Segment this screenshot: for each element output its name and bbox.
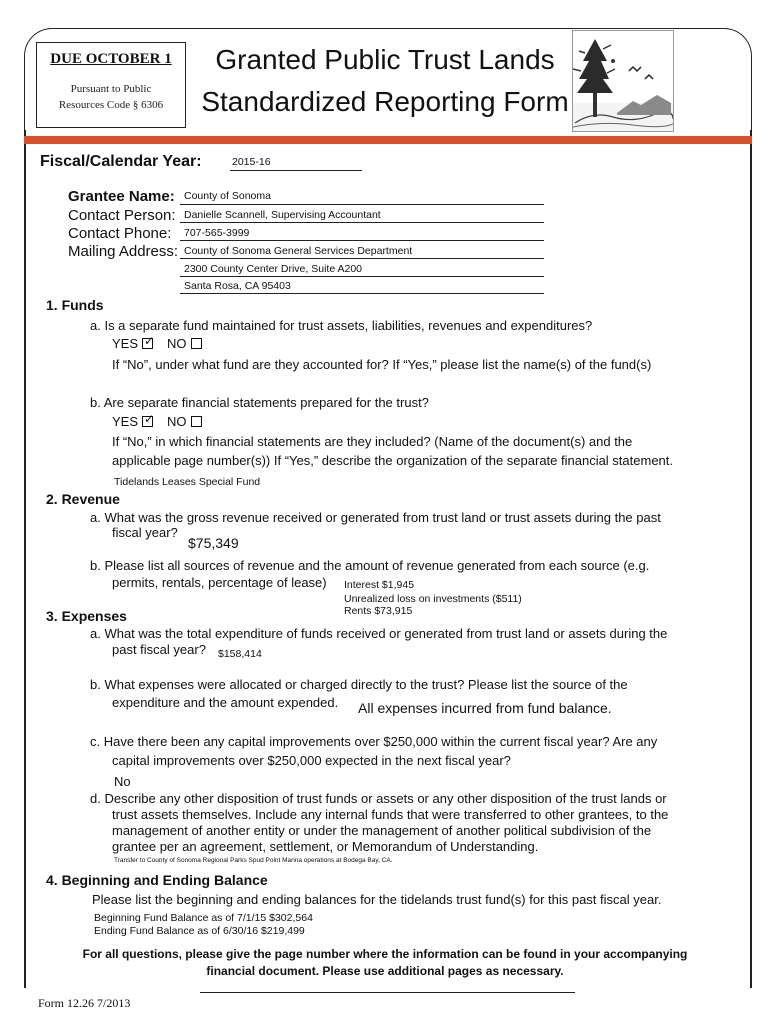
revenue-question-a-1: a. What was the gross revenue received or generated from trust land or trust assets during the past bbox=[90, 510, 661, 525]
due-date: DUE OCTOBER 1 bbox=[50, 51, 172, 67]
contact-person-value[interactable]: Danielle Scannell, Supervising Accountant bbox=[184, 209, 381, 221]
pursuant-line-1: Pursuant to Public bbox=[70, 83, 152, 95]
beginning-balance[interactable]: Beginning Fund Balance as of 7/1/15 $302,564 bbox=[94, 912, 313, 924]
expenses-d-answer[interactable]: Transfer to County of Sonoma Regional Parks Spud Point Marina operations at Bodega Bay, CA. bbox=[114, 857, 393, 864]
balance-heading: 4. Beginning and Ending Balance bbox=[46, 872, 268, 888]
expenses-question-b-1: b. What expenses were allocated or charged directly to the trust? Please list the source of the bbox=[90, 677, 628, 692]
revenue-b-answer-3[interactable]: Rents $73,915 bbox=[344, 605, 413, 617]
contact-phone-underline bbox=[180, 240, 544, 241]
mailing-address-underline-2 bbox=[180, 276, 544, 277]
funds-a-no-label: NO bbox=[167, 336, 187, 351]
mailing-address-line-3[interactable]: Santa Rosa, CA 95403 bbox=[184, 280, 291, 292]
funds-a-followup: If “No”, under what fund are they accounted for? If “Yes,” please list the name(s) of the fund(s) bbox=[112, 357, 652, 372]
expenses-question-a-2: past fiscal year? bbox=[112, 642, 206, 657]
funds-b-yes-label: YES bbox=[112, 414, 139, 429]
grantee-name-underline bbox=[180, 204, 544, 205]
fiscal-year-value[interactable]: 2015-16 bbox=[232, 156, 271, 168]
funds-a-yes-no bbox=[112, 335, 216, 353]
due-date-box bbox=[36, 42, 186, 128]
header-divider-bar bbox=[24, 136, 752, 144]
revenue-question-b-1: b. Please list all sources of revenue and the amount of revenue generated from each source (e.g. bbox=[90, 558, 650, 573]
grantee-name-value[interactable]: County of Sonoma bbox=[184, 190, 271, 202]
mailing-address-label: Mailing Address: bbox=[68, 243, 179, 260]
funds-question-a: a. Is a separate fund maintained for trust assets, liabilities, revenues and expenditures? bbox=[90, 318, 593, 333]
revenue-question-b-2: permits, rentals, percentage of lease) bbox=[112, 575, 327, 590]
expenses-question-d-1: d. Describe any other disposition of trust funds or assets or any other disposition of the trust lands or bbox=[90, 791, 667, 806]
revenue-b-answer-1[interactable]: Interest $1,945 bbox=[344, 579, 415, 591]
contact-person-underline bbox=[180, 222, 544, 223]
footer-note-line-1: For all questions, please give the page number where the information can be found in your accompanying bbox=[82, 947, 688, 961]
contact-phone-value[interactable]: 707-565-3999 bbox=[184, 227, 250, 239]
revenue-heading: 2. Revenue bbox=[46, 491, 120, 507]
form-title-line-2: Standardized Reporting Form bbox=[201, 86, 569, 117]
expenses-question-a-1: a. What was the total expenditure of funds received or generated from trust land or assets during the bbox=[90, 626, 668, 641]
check-mark-icon: ✓ bbox=[144, 412, 155, 426]
expenses-question-d-3: management of another entity or under the management of another political subdivision of the bbox=[112, 823, 652, 838]
expenses-c-answer[interactable]: No bbox=[114, 774, 131, 789]
trust-lands-logo bbox=[572, 30, 674, 132]
expenses-a-answer[interactable]: $158,414 bbox=[218, 648, 262, 660]
funds-b-yes-no bbox=[112, 413, 216, 431]
funds-b-answer[interactable]: Tidelands Leases Special Fund bbox=[114, 476, 261, 488]
funds-b-followup-1: If “No,” in which financial statements are they included? (Name of the document(s) and the bbox=[112, 434, 633, 449]
revenue-question-a-2: fiscal year? bbox=[112, 525, 178, 540]
funds-a-no-checkbox[interactable] bbox=[191, 338, 202, 349]
mailing-address-line-1[interactable]: County of Sonoma General Services Department bbox=[184, 245, 413, 257]
funds-b-no-checkbox[interactable] bbox=[191, 416, 202, 427]
form-number: Form 12.26 7/2013 bbox=[38, 996, 131, 1010]
check-mark-icon: ✓ bbox=[144, 334, 155, 348]
balance-question: Please list the beginning and ending balances for the tidelands trust fund(s) for this past fiscal year. bbox=[92, 892, 662, 907]
expenses-question-d-4: grantee per an agreement, settlement, or Memorandum of Understanding. bbox=[112, 839, 539, 854]
funds-b-no-label: NO bbox=[167, 414, 187, 429]
frame-right-rule bbox=[750, 130, 752, 988]
contact-phone-label: Contact Phone: bbox=[68, 225, 172, 242]
funds-question-b: b. Are separate financial statements prepared for the trust? bbox=[90, 395, 429, 410]
expenses-question-b-2: expenditure and the amount expended. bbox=[112, 695, 339, 710]
footer-instructions bbox=[40, 946, 730, 980]
grantee-name-label: Grantee Name: bbox=[68, 188, 175, 205]
funds-heading: 1. Funds bbox=[46, 297, 104, 313]
frame-left-rule bbox=[24, 130, 26, 988]
footer-note-line-2: financial document. Please use additional pages as necessary. bbox=[206, 964, 564, 978]
tree-landscape-icon bbox=[573, 31, 673, 131]
expenses-question-d-2: trust assets themselves. Include any internal funds that were transferred to other grantees, to the bbox=[112, 807, 669, 822]
revenue-a-answer[interactable]: $75,349 bbox=[188, 535, 239, 551]
expenses-heading: 3. Expenses bbox=[46, 608, 127, 624]
mailing-address-underline-3 bbox=[180, 293, 544, 294]
funds-b-followup-2: applicable page number(s)) If “Yes,” describe the organization of the separate financial statement. bbox=[112, 453, 674, 468]
fiscal-year-underline bbox=[230, 170, 362, 171]
pursuant-line-2: Resources Code § 6306 bbox=[58, 99, 164, 111]
ending-balance[interactable]: Ending Fund Balance as of 6/30/16 $219,499 bbox=[94, 925, 305, 937]
mailing-address-line-2[interactable]: 2300 County Center Drive, Suite A200 bbox=[184, 263, 363, 275]
funds-b-yes-checkbox[interactable] bbox=[142, 412, 155, 427]
fiscal-year-label: Fiscal/Calendar Year: bbox=[40, 153, 202, 170]
form-title-line-1: Granted Public Trust Lands bbox=[215, 44, 555, 75]
funds-a-yes-checkbox[interactable] bbox=[142, 334, 155, 349]
contact-person-label: Contact Person: bbox=[68, 207, 176, 224]
revenue-b-answer-2[interactable]: Unrealized loss on investments ($511) bbox=[344, 593, 522, 605]
expenses-question-c-2: capital improvements over $250,000 expected in the next fiscal year? bbox=[112, 753, 511, 768]
footer-divider bbox=[200, 992, 575, 993]
funds-a-yes-label: YES bbox=[112, 336, 139, 351]
expenses-b-answer[interactable]: All expenses incurred from fund balance. bbox=[358, 700, 612, 716]
expenses-question-c-1: c. Have there been any capital improvements over $250,000 within the current fiscal year? Are any bbox=[90, 734, 658, 749]
mailing-address-underline-1 bbox=[180, 258, 544, 259]
